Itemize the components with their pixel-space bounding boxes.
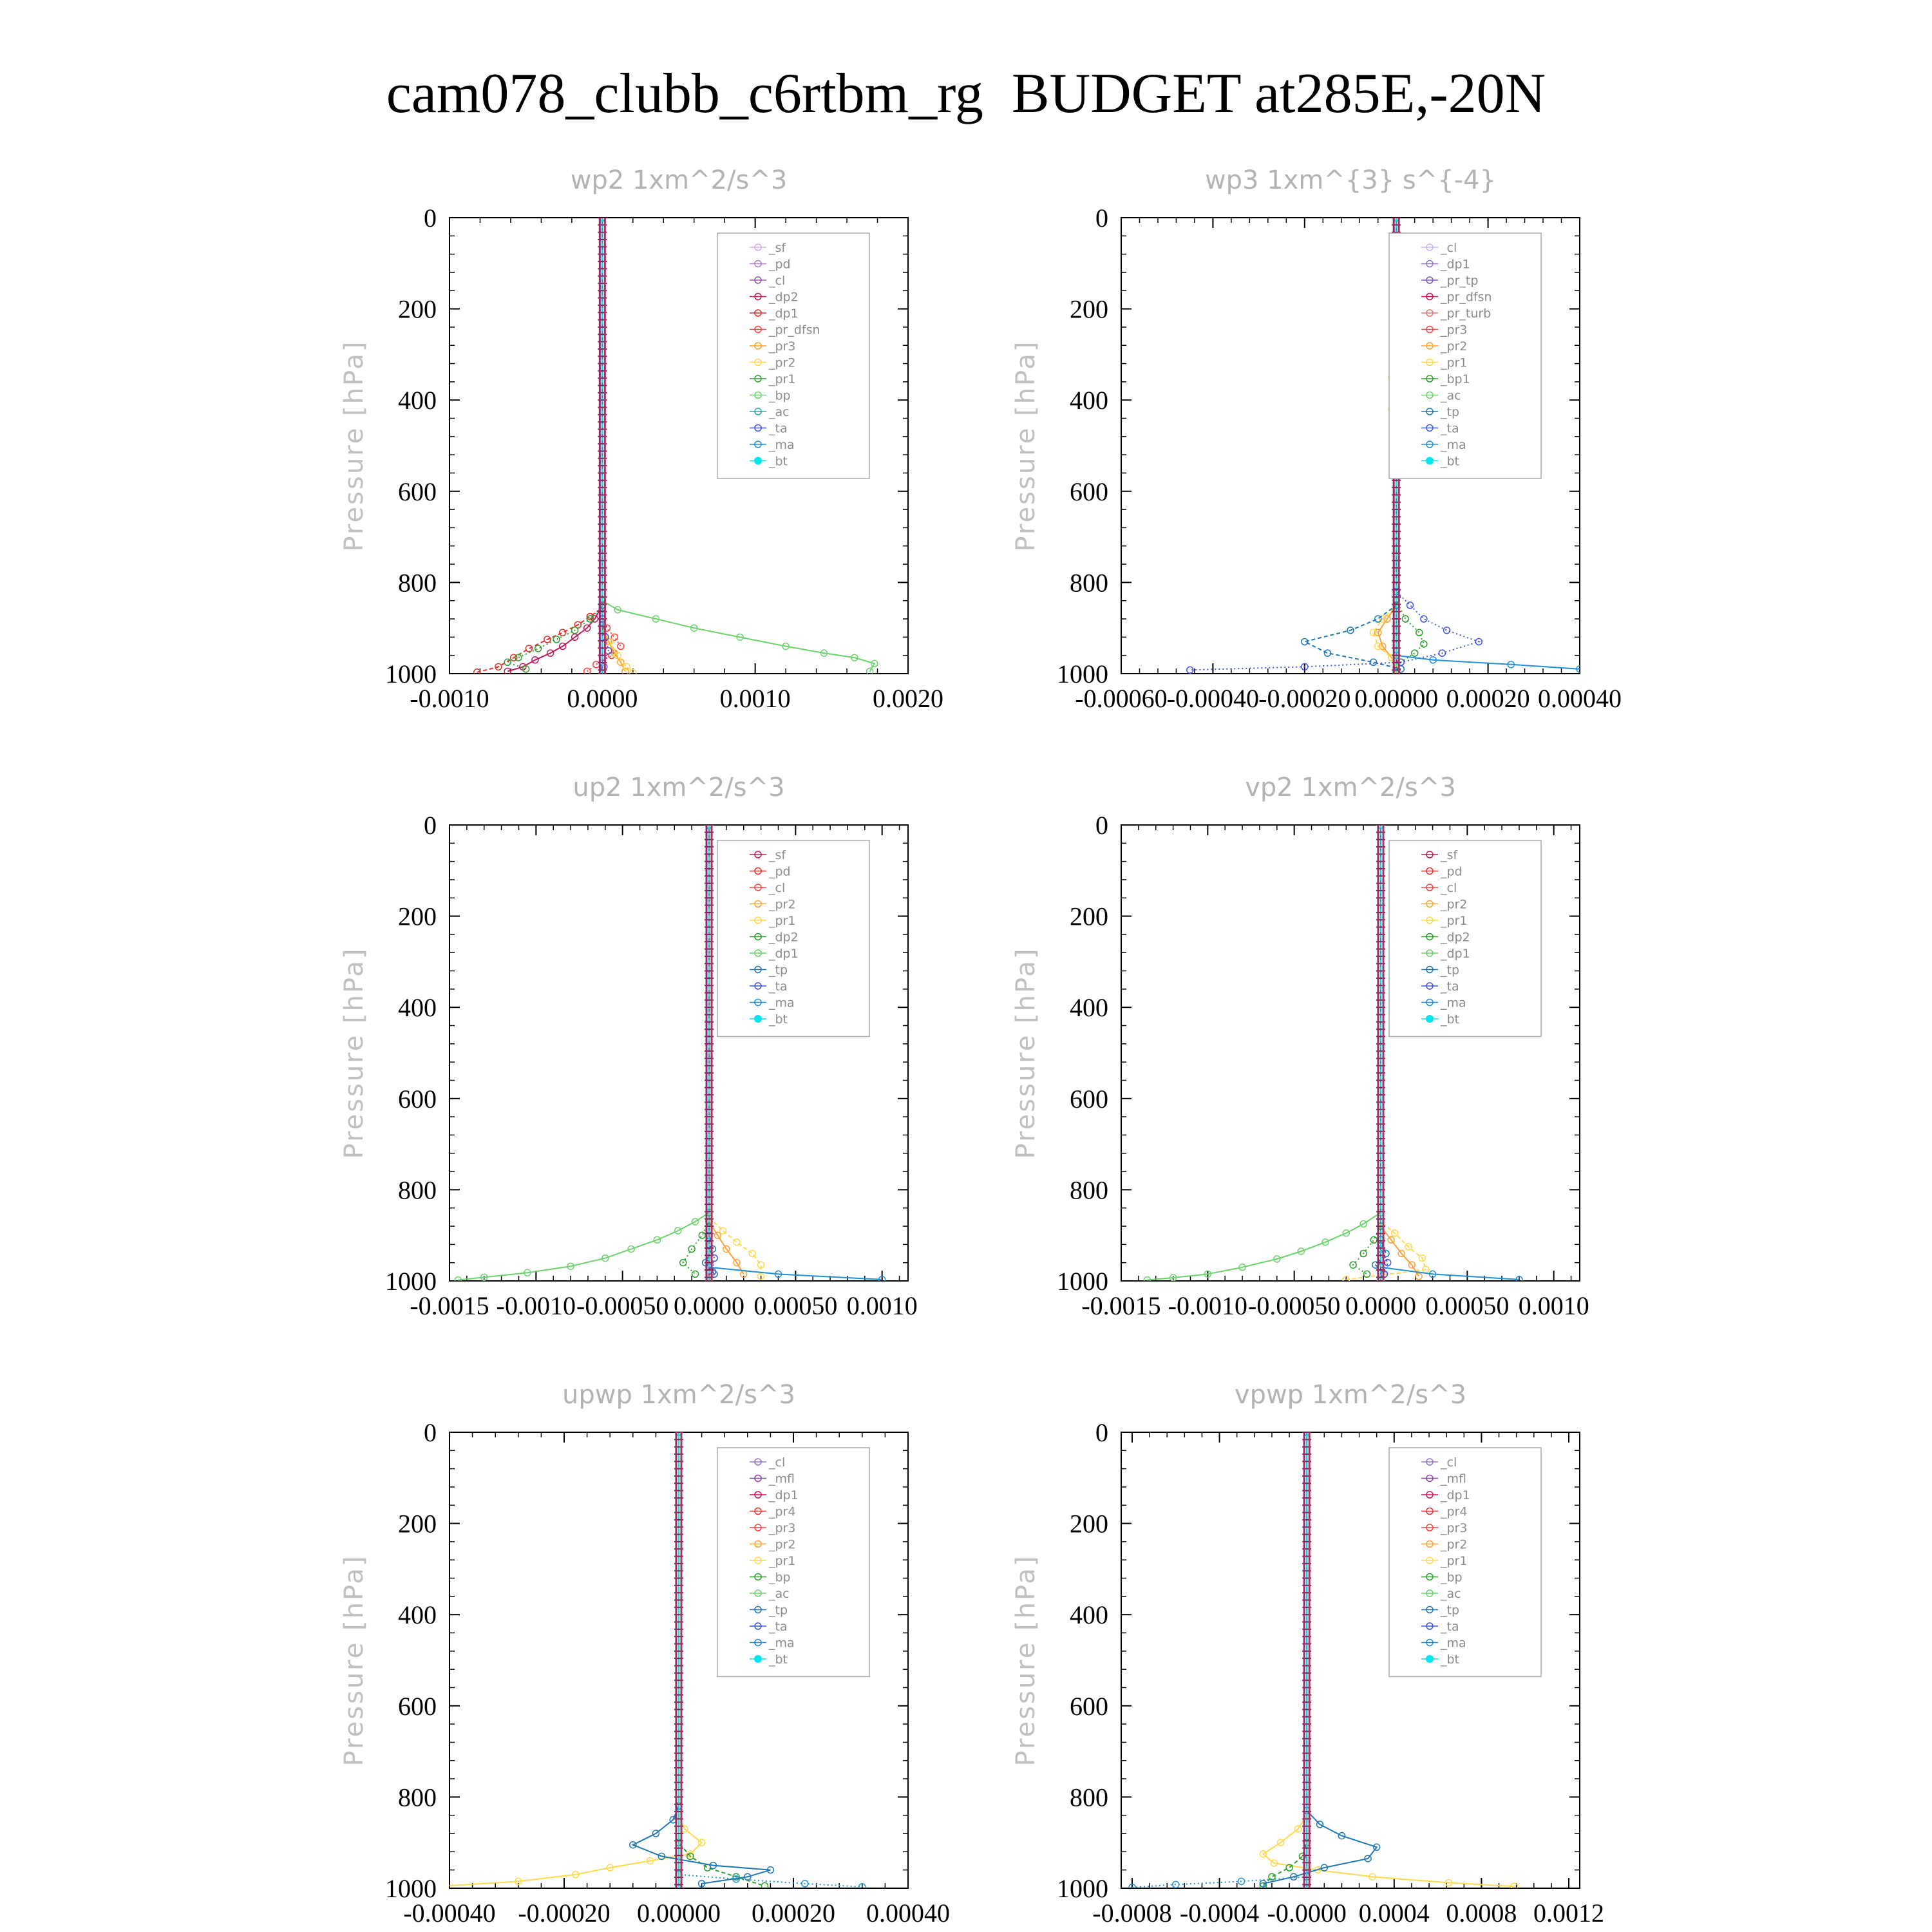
y-tick-label: 200	[398, 902, 437, 931]
x-tick-label: -0.0015	[1081, 1291, 1161, 1320]
legend-label: _mfl	[1441, 1472, 1466, 1486]
legend-label: _ac	[1441, 1587, 1461, 1601]
series-point	[699, 1232, 705, 1238]
legend-label: _dp2	[769, 290, 799, 305]
y-tick-label: 800	[398, 1175, 437, 1205]
legend-label: _pr1	[769, 914, 796, 928]
y-axis-label: Pressure [hPa]	[339, 947, 369, 1159]
x-tick-label: 0.0010	[719, 684, 791, 713]
x-tick-label: -0.00020	[518, 1899, 611, 1927]
y-tick-label: 200	[1070, 1509, 1108, 1539]
legend-label: _pd	[769, 257, 791, 272]
y-tick-label: 600	[1070, 1691, 1108, 1721]
y-tick-label: 800	[398, 568, 437, 598]
panel-5	[1011, 1380, 1604, 1927]
y-tick-label: 0	[424, 1418, 437, 1447]
y-tick-label: 1000	[1057, 659, 1108, 688]
legend-label: _tp	[1441, 1603, 1460, 1618]
x-tick-label: 0.0010	[846, 1291, 918, 1320]
series-point	[692, 1271, 699, 1277]
legend-label: _sf	[769, 241, 786, 255]
y-tick-label: 400	[398, 1600, 437, 1630]
x-tick-label: 0.00000	[637, 1899, 721, 1927]
y-tick-label: 400	[1070, 1600, 1108, 1630]
x-tick-label: -0.00040	[1166, 684, 1260, 713]
x-tick-label: 0.00040	[1538, 684, 1622, 713]
legend-label: _bp	[1441, 1570, 1463, 1585]
x-tick-label: 0.0000	[674, 1291, 745, 1320]
legend	[1389, 840, 1541, 1037]
series-point	[1370, 1236, 1377, 1243]
y-tick-label: 600	[1070, 477, 1108, 506]
series-line-ma	[1132, 1432, 1307, 1888]
panel-2	[339, 773, 918, 1320]
y-tick-label: 1000	[385, 659, 437, 688]
legend-label: _ma	[769, 438, 795, 452]
series-point	[560, 629, 566, 636]
panel-title: wp3 1xm^{3} s^{-4}	[1204, 166, 1497, 195]
y-tick-label: 400	[398, 993, 437, 1023]
series-line-dp2	[1353, 825, 1381, 1274]
legend	[717, 840, 869, 1037]
series-line-pr2	[602, 218, 633, 673]
y-axis-label: Pressure [hPa]	[339, 339, 369, 552]
y-axis-label: Pressure [hPa]	[1011, 1554, 1041, 1766]
legend-label: _ma	[1441, 438, 1466, 452]
legend-label: _bt	[769, 1012, 788, 1027]
legend-label: _ta	[769, 421, 788, 436]
legend-label: _bp	[769, 1570, 791, 1585]
y-tick-label: 600	[398, 1691, 437, 1721]
legend-swatch-marker	[1426, 457, 1434, 465]
legend-label: _pr1	[1441, 1554, 1468, 1568]
x-tick-label: -0.0004	[1179, 1899, 1260, 1927]
legend-label: _bt	[769, 454, 788, 469]
panel-title: up2 1xm^2/s^3	[573, 773, 785, 802]
legend-label: _dp1	[769, 307, 799, 321]
legend-label: _ac	[769, 1587, 790, 1601]
x-tick-label: 0.0012	[1533, 1899, 1605, 1927]
x-tick-label: -0.0010	[410, 684, 489, 713]
legend-label: _pr1	[1441, 355, 1468, 370]
series-point	[1444, 627, 1450, 634]
legend-label: _ac	[1441, 388, 1461, 403]
series-line-dp2	[683, 825, 709, 1274]
legend-label: _cl	[769, 881, 786, 895]
legend-swatch-marker	[754, 457, 762, 465]
legend-label: _pr1	[769, 1554, 796, 1568]
series-line-dp2	[507, 218, 602, 672]
legend-label: _ta	[769, 1620, 788, 1634]
x-tick-label: -0.00040	[403, 1899, 496, 1927]
x-tick-label: -0.00020	[1258, 684, 1351, 713]
y-tick-label: 200	[1070, 294, 1108, 324]
series-point	[1412, 650, 1418, 656]
legend-label: _bt	[1441, 454, 1460, 469]
x-tick-label: -0.00050	[1248, 1291, 1341, 1320]
panel-1	[1011, 166, 1622, 713]
y-tick-label: 200	[398, 294, 437, 324]
legend-label: _pr3	[1441, 1521, 1468, 1535]
legend-label: _dp1	[1441, 257, 1470, 272]
x-tick-label: -0.00060	[1075, 684, 1168, 713]
x-tick-label: 0.0020	[873, 684, 943, 713]
legend-swatch-marker	[1426, 1015, 1434, 1023]
legend-label: _dp1	[769, 947, 799, 961]
y-tick-label: 800	[1070, 1783, 1108, 1812]
legend-label: _pr2	[1441, 1537, 1468, 1552]
y-tick-label: 1000	[1057, 1874, 1108, 1903]
legend-swatch-marker	[754, 1655, 762, 1663]
legend-label: _cl	[769, 274, 786, 288]
legend-label: _cl	[769, 1455, 786, 1470]
series-point	[535, 645, 542, 652]
legend-label: _pr2	[1441, 897, 1468, 912]
legend-label: _pr_turb	[1441, 307, 1492, 321]
x-tick-label: -0.0010	[496, 1291, 576, 1320]
legend-label: _ma	[769, 996, 795, 1010]
series-point	[734, 1239, 740, 1245]
y-tick-label: 800	[1070, 568, 1108, 598]
y-tick-label: 400	[1070, 386, 1108, 415]
legend-label: _pr2	[769, 355, 796, 370]
legend-label: _dp1	[1441, 1488, 1470, 1502]
legend-label: _pr_dfsn	[1441, 290, 1492, 305]
x-tick-label: 0.0004	[1358, 1899, 1430, 1927]
x-tick-label: -0.0008	[1092, 1899, 1172, 1927]
series-point	[618, 643, 624, 650]
series-line-tp	[1305, 218, 1401, 669]
y-tick-label: 600	[1070, 1084, 1108, 1113]
legend-label: _bt	[1441, 1653, 1460, 1667]
legend	[1389, 233, 1541, 478]
legend-label: _pr4	[1441, 1504, 1468, 1519]
y-tick-label: 0	[1095, 1418, 1108, 1447]
y-tick-label: 600	[398, 1084, 437, 1113]
panel-title: upwp 1xm^2/s^3	[562, 1380, 795, 1410]
y-axis-label: Pressure [hPa]	[1011, 339, 1041, 552]
legend-label: _ac	[769, 405, 790, 419]
legend-label: _pd	[769, 864, 791, 879]
legend-label: _pr_tp	[1441, 274, 1479, 288]
x-tick-label: 0.0008	[1446, 1899, 1517, 1927]
legend-label: _dp1	[769, 1488, 799, 1502]
legend-label: _bp1	[1441, 372, 1470, 386]
legend-label: _pr2	[769, 897, 796, 912]
panel-0	[339, 166, 943, 713]
panel-4	[339, 1380, 950, 1927]
legend-label: _bt	[769, 1653, 788, 1667]
y-tick-label: 800	[398, 1783, 437, 1812]
legend-label: _cl	[1441, 881, 1457, 895]
legend-label: _ta	[1441, 980, 1459, 994]
legend-label: _pr1	[769, 372, 796, 386]
x-tick-label: -0.0010	[1168, 1291, 1248, 1320]
series-point	[720, 1227, 726, 1234]
x-tick-label: -0.0000	[1267, 1899, 1347, 1927]
legend-label: _pr2	[769, 1537, 796, 1552]
legend-label: _pr3	[769, 339, 796, 354]
series-point	[601, 663, 607, 670]
legend-label: _dp2	[1441, 930, 1470, 945]
legend-label: _bt	[1441, 1012, 1460, 1027]
series-line-tp	[1263, 1432, 1376, 1884]
x-tick-label: -0.00050	[576, 1291, 669, 1320]
legend-label: _cl	[1441, 1455, 1457, 1470]
y-tick-label: 0	[424, 204, 437, 232]
legend-label: _pr2	[1441, 339, 1468, 354]
legend-label: _pr4	[769, 1504, 796, 1519]
x-tick-label: 0.0010	[1518, 1291, 1589, 1320]
legend-label: _tp	[1441, 405, 1460, 419]
x-tick-label: 0.00000	[1354, 684, 1439, 713]
legend	[1389, 1448, 1541, 1677]
y-tick-label: 1000	[385, 1267, 437, 1296]
legend-label: _tp	[769, 1603, 788, 1618]
x-tick-label: 0.00050	[753, 1291, 838, 1320]
series-point	[1416, 1273, 1422, 1280]
legend-label: _mfl	[769, 1472, 795, 1486]
panel-title: vp2 1xm^2/s^3	[1245, 773, 1456, 802]
x-tick-label: 0.0000	[1345, 1291, 1417, 1320]
y-axis-label: Pressure [hPa]	[339, 1554, 369, 1766]
y-tick-label: 200	[398, 1509, 437, 1539]
legend-label: _dp1	[1441, 947, 1470, 961]
legend	[717, 233, 869, 478]
y-tick-label: 800	[1070, 1175, 1108, 1205]
legend-label: _tp	[1441, 963, 1460, 978]
series-point	[504, 659, 511, 665]
x-tick-label: 0.0000	[567, 684, 638, 713]
legend-label: _tp	[769, 963, 788, 978]
series-line-bp	[1263, 1432, 1307, 1886]
legend-label: _pr3	[769, 1521, 796, 1535]
legend-label: _pr_dfsn	[769, 323, 820, 337]
y-tick-label: 600	[398, 477, 437, 506]
legend-label: _ta	[769, 980, 788, 994]
series-point	[553, 636, 560, 643]
legend-label: _ma	[769, 1636, 795, 1651]
series-line-pr1	[438, 1432, 701, 1886]
x-tick-label: 0.00020	[1446, 684, 1530, 713]
series-line-dp1	[477, 218, 603, 672]
series-point	[1402, 616, 1408, 622]
series-point	[1370, 629, 1377, 636]
series-line-dp1	[1147, 825, 1381, 1280]
legend-label: _ma	[1441, 1636, 1466, 1651]
legend-label: _pd	[1441, 864, 1463, 879]
series-point	[749, 1251, 755, 1257]
series-point	[1407, 602, 1414, 609]
series-line-dp1	[458, 825, 709, 1280]
panel-title: vpwp 1xm^2/s^3	[1234, 1380, 1467, 1410]
x-tick-label: 0.00020	[752, 1899, 835, 1927]
legend-label: _ma	[1441, 996, 1466, 1010]
legend-label: _pr3	[1441, 323, 1468, 337]
series-point	[1416, 629, 1423, 636]
panel-3	[1011, 773, 1589, 1320]
x-tick-label: 0.00040	[866, 1899, 950, 1927]
figure-title: cam078_clubb_c6rtbm_rg BUDGET at285E,-20N	[386, 62, 1546, 125]
y-axis-label: Pressure [hPa]	[1011, 947, 1041, 1159]
legend	[717, 1448, 869, 1677]
y-tick-label: 1000	[385, 1874, 437, 1903]
y-tick-label: 0	[1095, 811, 1108, 840]
legend-label: _pr1	[1441, 914, 1468, 928]
series-point	[1421, 641, 1427, 647]
legend-label: _ta	[1441, 421, 1459, 436]
series-point	[1375, 616, 1381, 622]
legend-label: _sf	[1441, 848, 1458, 862]
x-tick-label: -0.0015	[410, 1291, 489, 1320]
legend-label: _dp2	[769, 930, 799, 945]
panel-title: wp2 1xm^2/s^3	[570, 166, 788, 195]
legend-swatch-marker	[1426, 1655, 1434, 1663]
y-tick-label: 400	[1070, 993, 1108, 1023]
legend-label: _bp	[769, 388, 791, 403]
y-tick-label: 0	[1095, 204, 1108, 232]
legend-swatch-marker	[754, 1015, 762, 1023]
y-tick-label: 0	[424, 811, 437, 840]
series-point	[526, 645, 532, 652]
y-tick-label: 400	[398, 386, 437, 415]
y-tick-label: 200	[1070, 902, 1108, 931]
legend-label: _ta	[1441, 1620, 1459, 1634]
legend-label: _sf	[769, 848, 786, 862]
y-tick-label: 1000	[1057, 1267, 1108, 1296]
series-point	[1421, 616, 1427, 622]
series-line-pr1	[507, 218, 602, 669]
x-tick-label: 0.00050	[1425, 1291, 1510, 1320]
legend-label: _cl	[1441, 241, 1457, 255]
